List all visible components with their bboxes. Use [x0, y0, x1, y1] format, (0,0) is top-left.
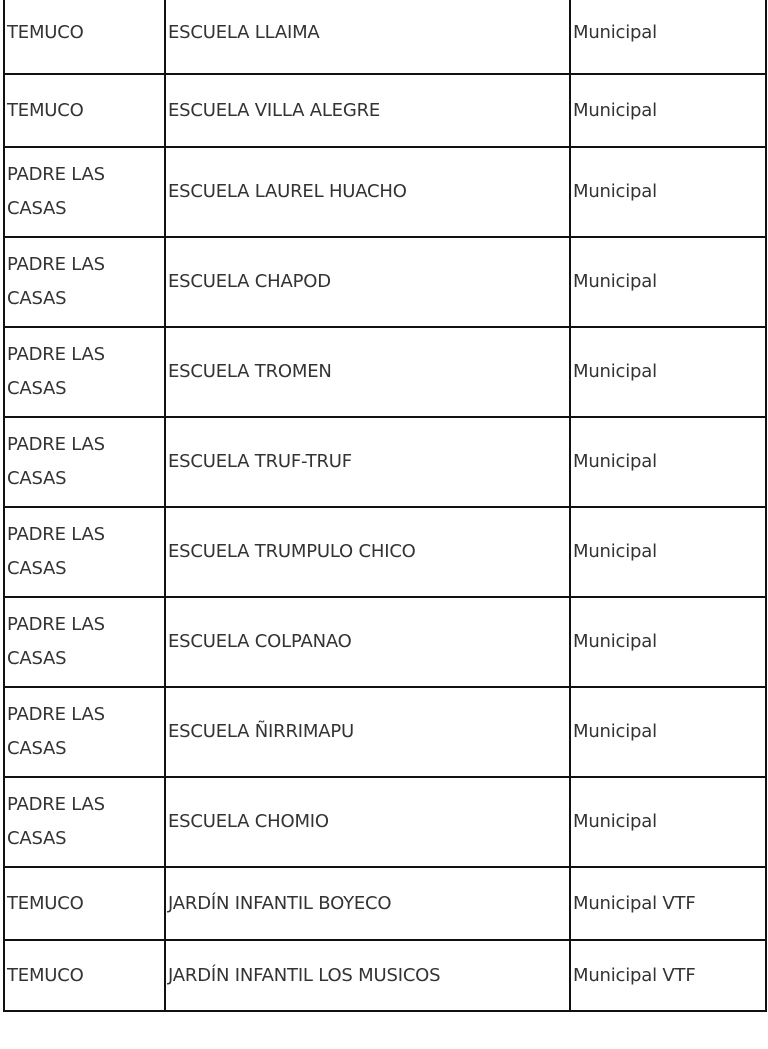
table-row [4, 417, 766, 507]
table-row [4, 74, 766, 147]
comuna-cell: TEMUCO [4, 0, 165, 74]
comuna-cell: PADRE LAS CASAS [4, 327, 165, 417]
table-row [4, 597, 766, 687]
dependencia-cell: Municipal [570, 687, 766, 777]
dependencia-cell: Municipal [570, 777, 766, 867]
establecimiento-cell: ESCUELA CHAPOD [165, 237, 570, 327]
dependencia-cell: Municipal [570, 147, 766, 237]
table-row [4, 147, 766, 237]
establecimiento-cell: JARDÍN INFANTIL BOYECO [165, 867, 570, 940]
table-row [4, 687, 766, 777]
table-row [4, 940, 766, 1011]
comuna-cell: PADRE LAS CASAS [4, 777, 165, 867]
comuna-cell: PADRE LAS CASAS [4, 417, 165, 507]
comuna-cell: PADRE LAS CASAS [4, 687, 165, 777]
comuna-cell: TEMUCO [4, 74, 165, 147]
establecimiento-cell: JARDÍN INFANTIL LOS MUSICOS [165, 940, 570, 1011]
establecimiento-cell: ESCUELA CHOMIO [165, 777, 570, 867]
table-row [4, 777, 766, 867]
table-row [4, 327, 766, 417]
table-row [4, 507, 766, 597]
comuna-cell: PADRE LAS CASAS [4, 597, 165, 687]
dependencia-cell: Municipal [570, 327, 766, 417]
table-row [4, 237, 766, 327]
dependencia-cell: Municipal [570, 74, 766, 147]
establecimiento-cell: ESCUELA TRUF-TRUF [165, 417, 570, 507]
establecimiento-cell: ESCUELA TROMEN [165, 327, 570, 417]
dependencia-cell: Municipal VTF [570, 940, 766, 1011]
dependencia-cell: Municipal [570, 237, 766, 327]
schools-table [3, 0, 767, 1012]
dependencia-cell: Municipal [570, 417, 766, 507]
establecimiento-cell: ESCUELA LAUREL HUACHO [165, 147, 570, 237]
establecimiento-cell: ESCUELA COLPANAO [165, 597, 570, 687]
comuna-cell: PADRE LAS CASAS [4, 507, 165, 597]
dependencia-cell: Municipal [570, 0, 766, 74]
table-row [4, 867, 766, 940]
comuna-cell: TEMUCO [4, 867, 165, 940]
establecimiento-cell: ESCUELA LLAIMA [165, 0, 570, 74]
establecimiento-cell: ESCUELA ÑIRRIMAPU [165, 687, 570, 777]
comuna-cell: PADRE LAS CASAS [4, 237, 165, 327]
dependencia-cell: Municipal [570, 597, 766, 687]
dependencia-cell: Municipal [570, 507, 766, 597]
table-row [4, 0, 766, 74]
dependencia-cell: Municipal VTF [570, 867, 766, 940]
comuna-cell: PADRE LAS CASAS [4, 147, 165, 237]
establecimiento-cell: ESCUELA VILLA ALEGRE [165, 74, 570, 147]
establecimiento-cell: ESCUELA TRUMPULO CHICO [165, 507, 570, 597]
comuna-cell: TEMUCO [4, 940, 165, 1011]
